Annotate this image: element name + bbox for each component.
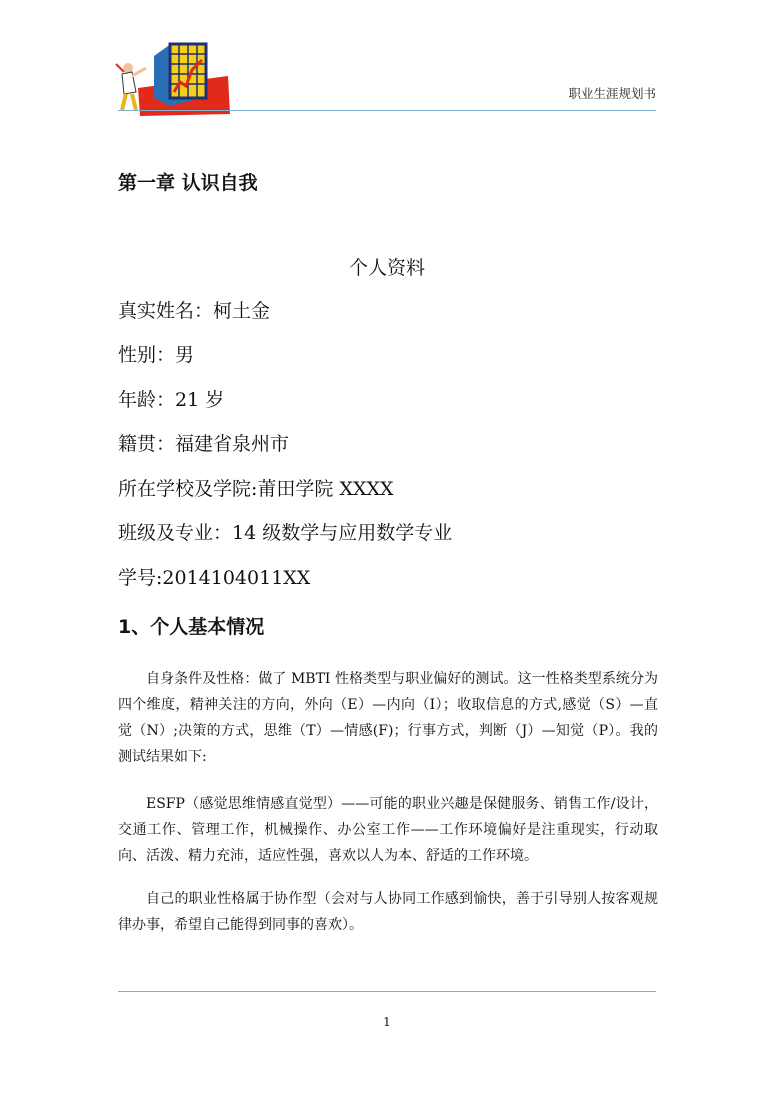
paragraph-esfp: ESFP（感觉思维情感直觉型）——可能的职业兴趣是保健服务、销售工作/设计，交通工作、管理工作，机械操作、办公室工作——工作环境偏好是注重现实，行动取向、活泼、精力充沛，适应性强，喜欢以人为本、舒适的工作环境。 — [118, 796, 658, 864]
page-number: 1 — [383, 1015, 391, 1029]
header-divider — [118, 110, 656, 111]
paragraph-career-type: 自己的职业性格属于协作型（会对与人协同工作感到愉快，善于引导别人按客观规律办事，希望自己能得到同事的喜欢）。 — [118, 891, 658, 933]
info-age: 年龄：21 岁 — [118, 389, 225, 411]
info-hometown: 籍贯：福建省泉州市 — [118, 433, 290, 455]
info-school: 所在学校及学院:莆田学院 XXXX — [118, 478, 394, 500]
paragraph-mbti: 自身条件及性格：做了 MBTI 性格类型与职业偏好的测试。这一性格类型系统分为四个维度，精神关注的方向，外向（E）—内向（I）；收取信息的方式,感觉（S）—直觉（N）;决策的方式，思维（T）—情感(F)；行事方式，判断（J）—知觉（P）。我的测试结果如下: — [118, 671, 658, 765]
footer-divider — [118, 991, 656, 992]
info-name: 真实姓名：柯土金 — [118, 300, 271, 322]
header-title: 职业生涯规划书 — [568, 86, 656, 101]
chapter-title: 第一章 认识自我 — [118, 172, 258, 194]
section-title: 1、个人基本情况 — [118, 616, 265, 638]
info-student-id: 学号:2014104011XX — [118, 567, 311, 589]
info-gender: 性别：男 — [118, 344, 195, 366]
profile-heading: 个人资料 — [348, 257, 425, 279]
info-major: 班级及专业：14 级数学与应用数学专业 — [118, 522, 453, 544]
career-logo-icon — [110, 38, 235, 118]
